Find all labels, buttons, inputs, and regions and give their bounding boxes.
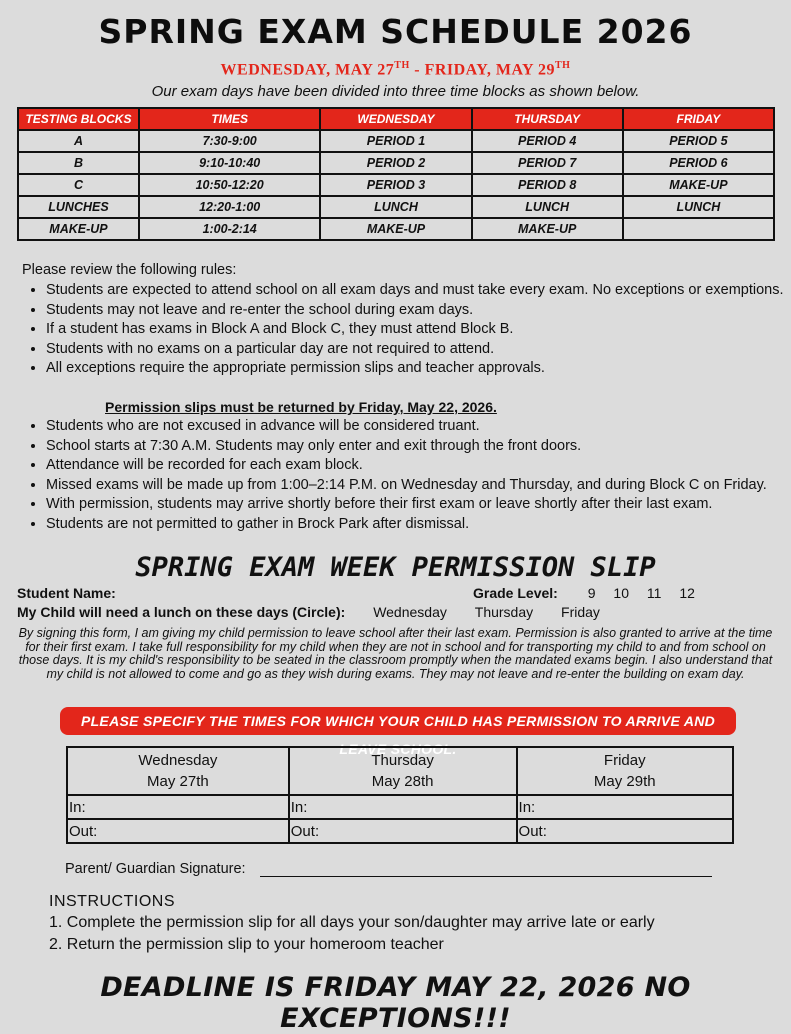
list-item: • With permission, students may arrive shortly before their first exam or leave shortly after their last exam. [46, 495, 791, 515]
list-item: • Students may not leave and re-enter the school during exam days. [46, 301, 791, 321]
day-header [67, 747, 289, 795]
arrival-departure-table [66, 746, 734, 844]
schedule-header-cell: TIMES [139, 108, 320, 130]
lunch-day-option[interactable]: Thursday [474, 604, 534, 620]
list-item: • School starts at 7:30 A.M. Students may only enter and exit through the front doors. [46, 437, 791, 457]
table-cell: 12:20-1:00 [139, 196, 320, 218]
rules-list-continued [18, 417, 791, 534]
rules-intro: Please review the following rules: [22, 262, 237, 278]
lunch-day-option[interactable]: Friday [561, 604, 600, 620]
table-cell: A [18, 130, 139, 152]
table-row [18, 218, 774, 240]
table-cell: PERIOD 2 [320, 152, 471, 174]
exam-schedule-table [17, 107, 775, 241]
table-cell: B [18, 152, 139, 174]
list-item: • Missed exams will be made up from 1:00–2:14 P.M. on Wednesday and Thursday, and during Block C on Friday. [46, 476, 791, 496]
start-date-suffix: TH [394, 60, 410, 71]
table-cell: 7:30-9:00 [139, 130, 320, 152]
end-date: - FRIDAY, MAY 29 [409, 61, 555, 79]
schedule-header-cell: FRIDAY [623, 108, 774, 130]
day-date: May 28th [371, 773, 434, 790]
out-time-field[interactable]: Out: [289, 819, 517, 843]
grade-level [473, 585, 695, 601]
out-time-field[interactable]: Out: [517, 819, 733, 843]
instruction-step-2: 2. Return the permission slip to your homeroom teacher [49, 936, 444, 953]
grade-option[interactable]: 11 [646, 585, 662, 601]
day-name: Wednesday [138, 752, 218, 769]
schedule-header-cell: WEDNESDAY [320, 108, 471, 130]
table-cell: PERIOD 7 [472, 152, 623, 174]
signature-label: Parent/ Guardian Signature: [65, 861, 246, 877]
schedule-header-row [18, 108, 774, 130]
lunch-days [17, 604, 610, 620]
table-cell: MAKE-UP [472, 218, 623, 240]
day-header [289, 747, 517, 795]
table-cell: LUNCH [320, 196, 471, 218]
grade-option[interactable]: 9 [587, 585, 596, 601]
student-name-label: Student Name: [17, 585, 116, 601]
table-cell: MAKE-UP [320, 218, 471, 240]
table-cell: LUNCH [472, 196, 623, 218]
day-name: Friday [603, 752, 646, 769]
consent-statement: By signing this form, I am giving my child permission to leave school after their last exam. Permission is also granted to arrive at the time for their first exam. I take full responsibility for my child when they are not in school and for transporting my child to and from school on those days. It is my child's responsibility to be seated in the classroom promptly when the mandated exams begin. I also understand that my child is not allowed to come and go as they wish during exams. They may not leave and re-enter the building on exam day. [18, 626, 773, 681]
out-time-field[interactable]: Out: [67, 819, 289, 843]
day-header [517, 747, 733, 795]
list-item: • Students with no exams on a particular day are not required to attend. [46, 340, 791, 360]
table-row [18, 174, 774, 196]
in-time-field[interactable]: In: [67, 795, 289, 819]
times-instruction-banner: PLEASE SPECIFY THE TIMES FOR WHICH YOUR CHILD HAS PERMISSION TO ARRIVE AND LEAVE SCHOOL. [60, 707, 736, 735]
rules-list [18, 281, 791, 379]
table-cell: PERIOD 6 [623, 152, 774, 174]
page-title: SPRING EXAM SCHEDULE 2026 [98, 12, 693, 51]
table-cell: LUNCHES [18, 196, 139, 218]
table-cell: 1:00-2:14 [139, 218, 320, 240]
end-date-suffix: TH [555, 60, 571, 71]
table-row [67, 819, 733, 843]
grade-option[interactable]: 12 [679, 585, 695, 601]
table-row [18, 196, 774, 218]
lunch-day-option[interactable]: Wednesday [373, 604, 447, 620]
lunch-days-label: My Child will need a lunch on these days (Circle): [17, 604, 346, 620]
grade-level-label: Grade Level: [473, 585, 558, 601]
list-item: • All exceptions require the appropriate permission slips and teacher approvals. [46, 359, 791, 379]
permission-deadline-note: Permission slips must be returned by Friday, May 22, 2026. [105, 399, 497, 415]
list-item: • Students are expected to attend school on all exam days and must take every exam. No exceptions or exemptions. [46, 281, 791, 301]
list-item: • Students are not permitted to gather in Brock Park after dismissal. [46, 515, 791, 535]
in-time-field[interactable]: In: [517, 795, 733, 819]
table-cell [623, 218, 774, 240]
start-date: WEDNESDAY, MAY 27 [220, 61, 395, 79]
table-cell: MAKE-UP [18, 218, 139, 240]
list-item: • If a student has exams in Block A and Block C, they must attend Block B. [46, 320, 791, 340]
table-cell: PERIOD 5 [623, 130, 774, 152]
table-cell: PERIOD 1 [320, 130, 471, 152]
schedule-header-cell: THURSDAY [472, 108, 623, 130]
table-cell: C [18, 174, 139, 196]
list-item: • Students who are not excused in advance will be considered truant. [46, 417, 791, 437]
table-cell: MAKE-UP [623, 174, 774, 196]
table-cell: 10:50-12:20 [139, 174, 320, 196]
signature-line[interactable] [260, 876, 712, 877]
day-date: May 29th [593, 773, 656, 790]
table-cell: LUNCH [623, 196, 774, 218]
day-name: Thursday [371, 752, 434, 769]
table-cell: PERIOD 3 [320, 174, 471, 196]
schedule-intro: Our exam days have been divided into three time blocks as shown below. [151, 83, 640, 100]
day-date: May 27th [147, 773, 209, 790]
table-cell: PERIOD 8 [472, 174, 623, 196]
table-cell: 9:10-10:40 [139, 152, 320, 174]
in-time-field[interactable]: In: [289, 795, 517, 819]
table-row [18, 130, 774, 152]
list-item: • Attendance will be recorded for each exam block. [46, 456, 791, 476]
table-row [18, 152, 774, 174]
instructions-title: INSTRUCTIONS [49, 893, 175, 910]
table-row [67, 747, 733, 795]
grade-option[interactable]: 10 [613, 585, 629, 601]
deadline-footer: DEADLINE IS FRIDAY MAY 22, 2026 NO EXCEPTIONS!!! [100, 972, 691, 1034]
schedule-header-cell: TESTING BLOCKS [18, 108, 139, 130]
table-row [67, 795, 733, 819]
instruction-step-1: 1. Complete the permission slip for all days your son/daughter may arrive late or early [49, 914, 655, 931]
permission-slip-title: SPRING EXAM WEEK PERMISSION SLIP [135, 552, 656, 583]
date-range-subtitle [0, 60, 791, 79]
table-cell: PERIOD 4 [472, 130, 623, 152]
